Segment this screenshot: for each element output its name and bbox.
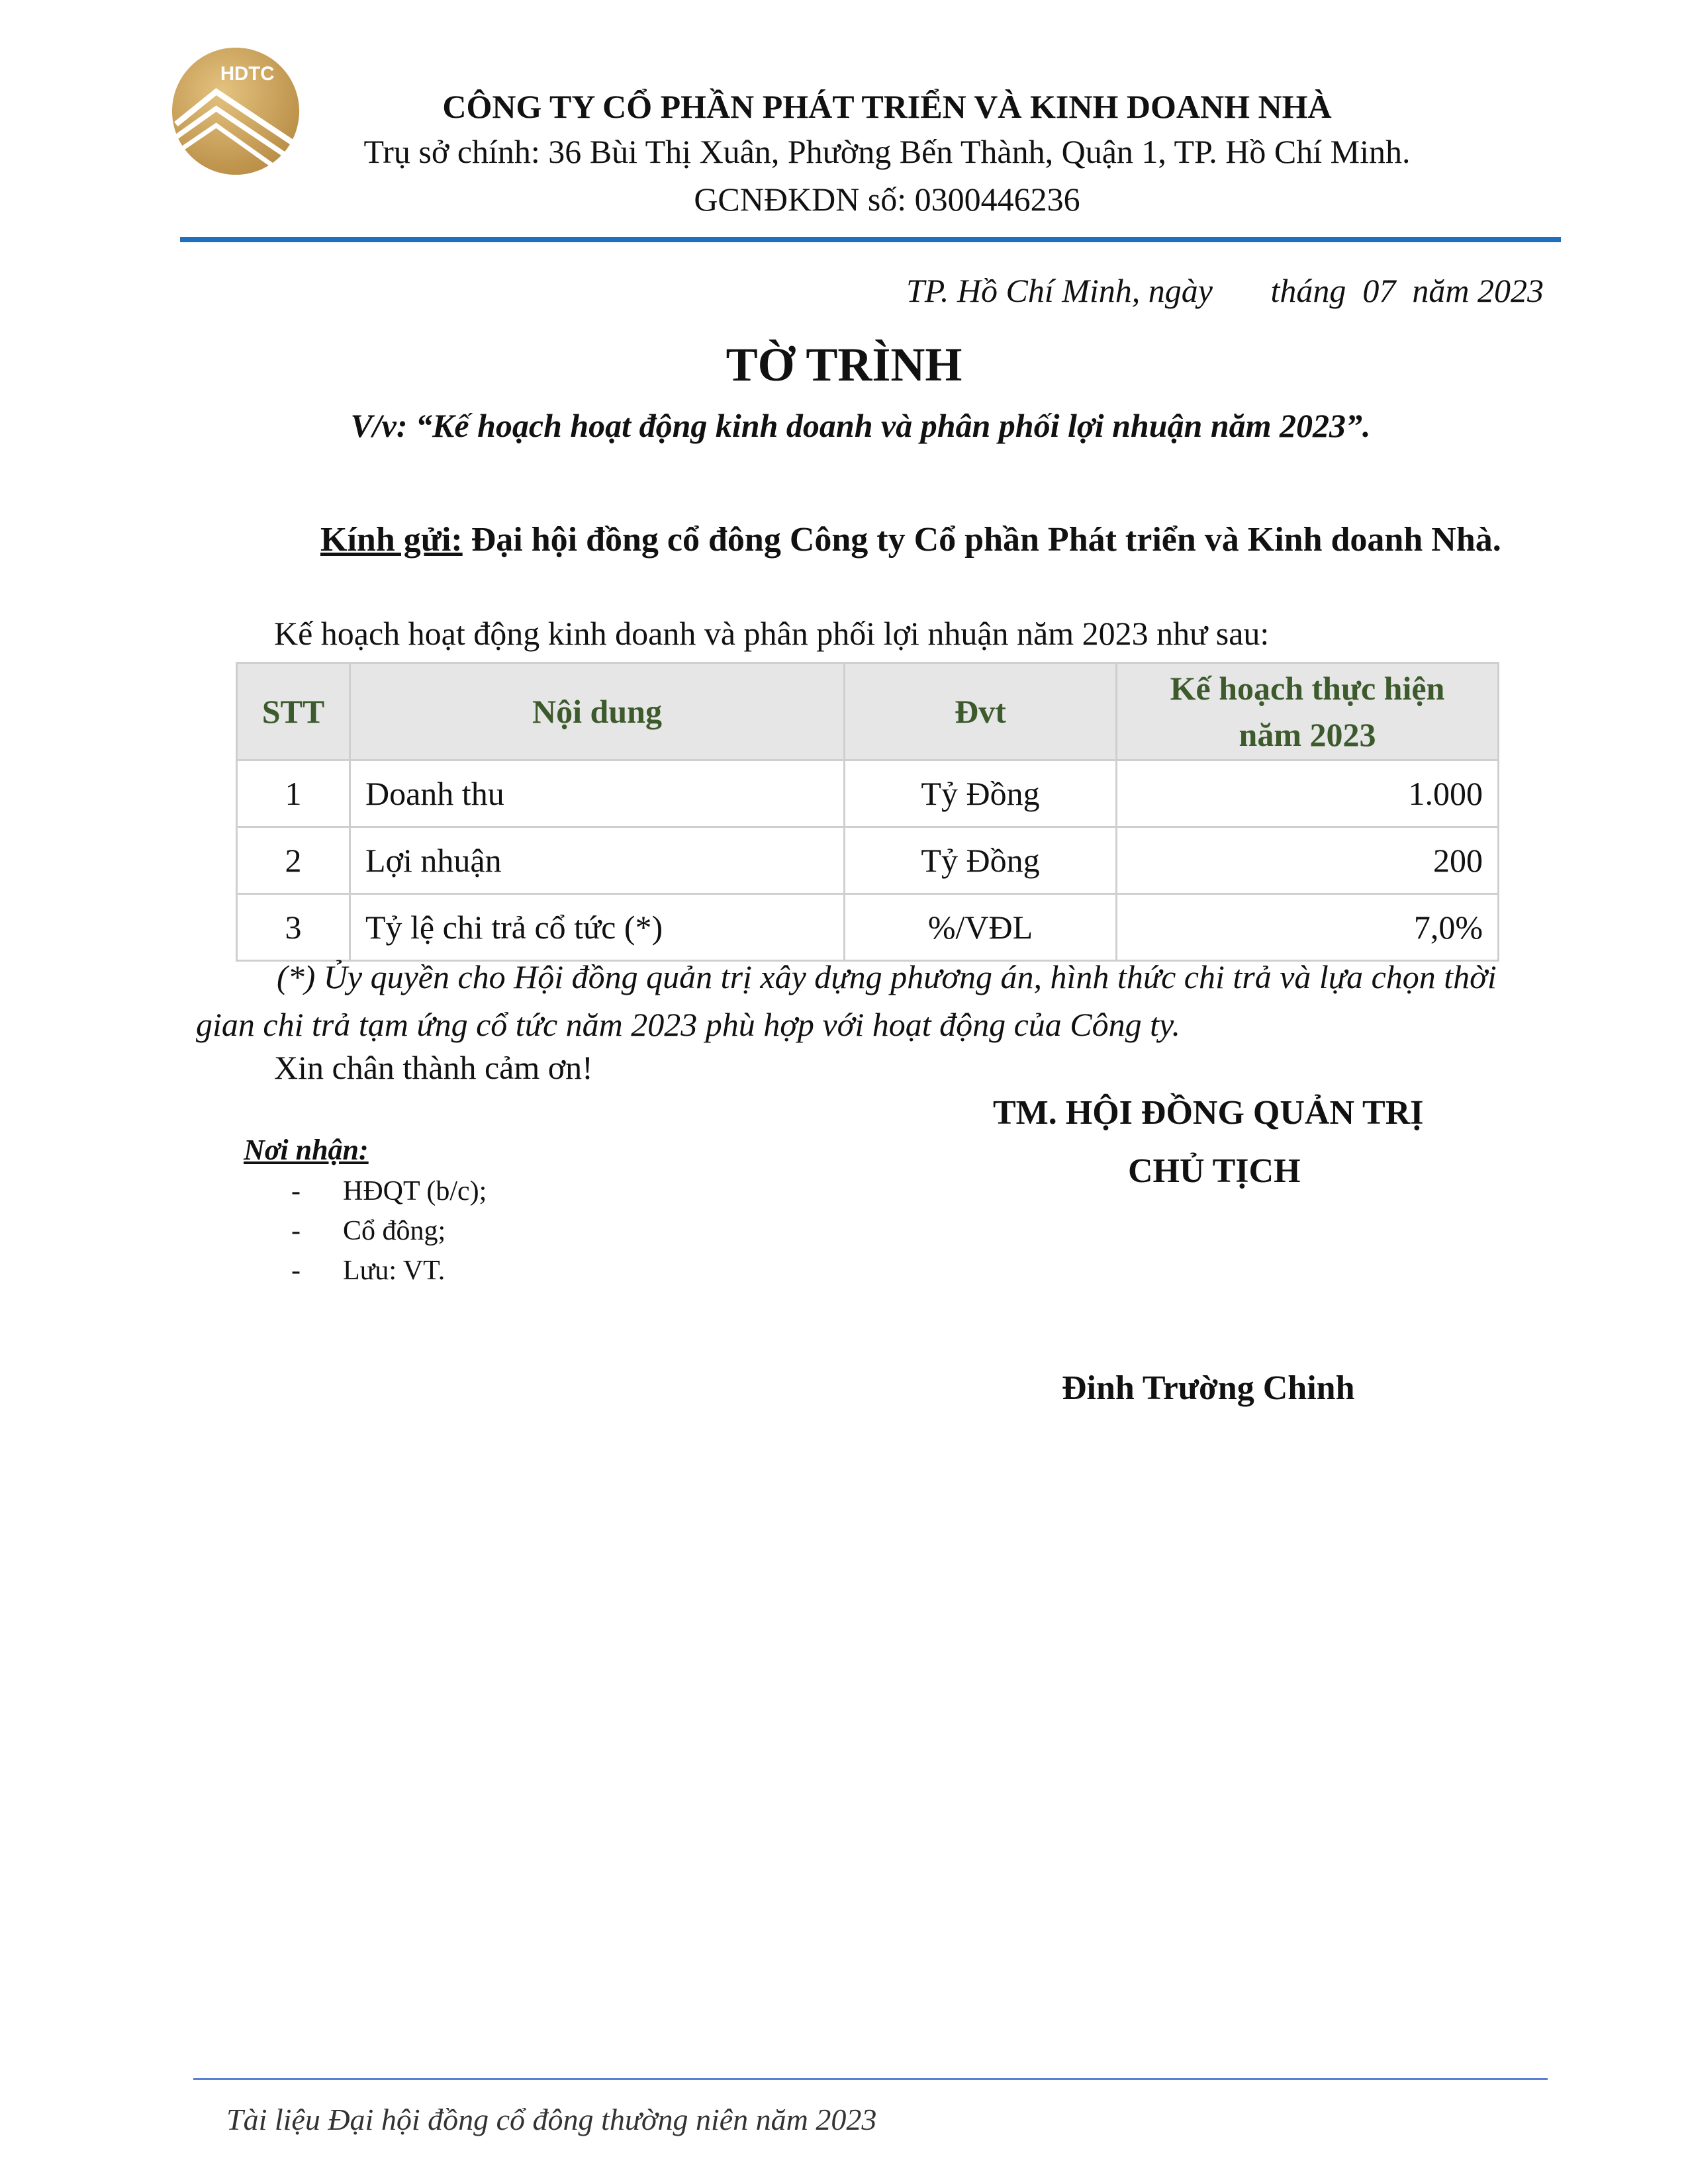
header-content: Nội dung — [350, 663, 845, 760]
signatory-name: Đinh Trường Chinh — [1062, 1369, 1355, 1407]
company-address: Trụ sở chính: 36 Bùi Thị Xuân, Phường Bến Thành, Quận 1, TP. Hồ Chí Minh. — [363, 133, 1411, 170]
cell-plan: 7,0% — [1117, 894, 1499, 961]
company-name: CÔNG TY CỔ PHẦN PHÁT TRIỂN VÀ KINH DOANH NHÀ — [442, 88, 1332, 125]
list-item: - Cổ đông; — [291, 1216, 446, 1246]
logo-text: HDTC — [220, 62, 275, 85]
cell-stt: 2 — [237, 827, 350, 894]
cell-content: Doanh thu — [350, 760, 845, 827]
list-item: - Lưu: VT. — [291, 1255, 445, 1286]
document-subject: V/v: “Kế hoạch hoạt động kinh doanh và phân phối lợi nhuận năm 2023”. — [350, 407, 1371, 444]
signature-org: TM. HỘI ĐỒNG QUẢN TRỊ — [993, 1094, 1424, 1132]
header-plan-text: Kế hoạch thực hiện năm 2023 — [1170, 670, 1445, 753]
header-plan — [1117, 663, 1499, 760]
footer-divider — [193, 2078, 1548, 2080]
signature-role: CHỦ TỊCH — [1128, 1152, 1301, 1190]
closing-thanks: Xin chân thành cảm ơn! — [274, 1049, 593, 1086]
cell-content: Tỷ lệ chi trả cổ tức (*) — [350, 894, 845, 961]
recipient-label: Kính gửi: — [320, 521, 463, 559]
cell-plan: 200 — [1117, 827, 1499, 894]
recipients-title: Nơi nhận: — [244, 1134, 369, 1166]
cell-stt: 1 — [237, 760, 350, 827]
table-row — [237, 827, 1499, 894]
cell-stt: 3 — [237, 894, 350, 961]
recipient-line — [320, 520, 1501, 559]
recipients-list — [291, 1171, 487, 1291]
recipient-item: Cổ đông; — [343, 1216, 446, 1246]
cell-unit: Tỷ Đồng — [845, 827, 1117, 894]
cell-unit: %/VĐL — [845, 894, 1117, 961]
footnote: (*) Ủy quyền cho Hội đồng quản trị xây dựng phương án, hình thức chi trả và lựa chọn thời gian chi trả tạm ứng cổ tức năm 2023 phù hợp với hoạt động của Công ty. — [196, 958, 1497, 1043]
date-line: TP. Hồ Chí Minh, ngày tháng 07 năm 2023 — [906, 272, 1544, 309]
document-title: TỜ TRÌNH — [726, 338, 962, 391]
intro-paragraph: Kế hoạch hoạt động kinh doanh và phân phối lợi nhuận năm 2023 như sau: — [274, 615, 1270, 652]
page-footer: Tài liệu Đại hội đồng cổ đông thường niên năm 2023 — [226, 2103, 877, 2136]
header-unit: Đvt — [845, 663, 1117, 760]
registration-number: GCNĐKDN số: 0300446236 — [694, 181, 1080, 218]
header-divider — [180, 237, 1561, 242]
cell-content: Lợi nhuận — [350, 827, 845, 894]
recipient-item: HĐQT (b/c); — [343, 1176, 487, 1206]
cell-plan: 1.000 — [1117, 760, 1499, 827]
recipient-item: Lưu: VT. — [343, 1255, 445, 1286]
business-plan-table — [236, 662, 1499, 962]
header-stt: STT — [237, 663, 350, 760]
table-row — [237, 760, 1499, 827]
table-row — [237, 894, 1499, 961]
recipient-text: Đại hội đồng cổ đông Công ty Cổ phần Phát triển và Kinh doanh Nhà. — [462, 521, 1501, 559]
cell-unit: Tỷ Đồng — [845, 760, 1117, 827]
table-header-row — [237, 663, 1499, 760]
list-item: - HĐQT (b/c); — [291, 1176, 487, 1206]
